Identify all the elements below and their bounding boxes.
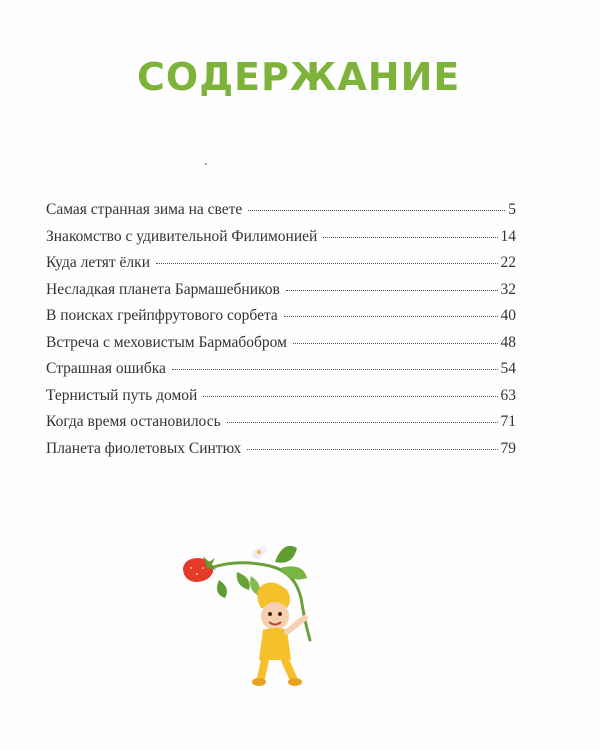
toc-entry[interactable] [46, 254, 516, 281]
toc-entry-title: Встреча с меховистым Бармабобром [46, 333, 287, 351]
toc-entry[interactable] [46, 201, 516, 228]
toc-entry[interactable] [46, 281, 516, 308]
toc-entry[interactable] [46, 440, 516, 467]
toc-entry-page: 54 [500, 360, 516, 377]
gnome-with-strawberry-icon [175, 528, 345, 698]
toc-entry[interactable] [46, 307, 516, 334]
dot-leader [323, 237, 497, 238]
toc-entry-page: 40 [500, 307, 516, 324]
toc-entry-page: 5 [508, 201, 516, 218]
dot-leader [247, 449, 497, 450]
dot-leader [203, 396, 497, 397]
toc-entry-title: Когда время остановилось [46, 413, 221, 430]
toc-entry-title: Куда летят ёлки [46, 254, 150, 271]
toc-entry-title: Знакомство с удивительной Филимонией [46, 227, 318, 245]
toc-entry[interactable] [46, 413, 516, 440]
toc-entry-page: 14 [500, 227, 516, 245]
toc-entry-page: 32 [500, 280, 516, 298]
page-title: СОДЕРЖАНИЕ [137, 55, 461, 99]
toc-entry-title: Страшная ошибка [46, 360, 166, 377]
dot-leader [172, 369, 498, 370]
toc-entry-title: Несладкая планета Бармашебников [46, 280, 280, 298]
toc-entry-page: 48 [500, 333, 516, 351]
print-speck [205, 163, 207, 165]
toc-entry-title: В поисках грейпфрутового сорбета [46, 307, 278, 324]
dot-leader [156, 263, 498, 264]
toc-entry[interactable] [46, 360, 516, 387]
table-of-contents [46, 201, 516, 466]
dot-leader [248, 210, 505, 211]
toc-entry-page: 22 [500, 254, 516, 271]
toc-entry-title: Тернистый путь домой [46, 386, 198, 404]
toc-entry-title: Планета фиолетовых Синтюх [46, 439, 242, 457]
toc-entry-page: 63 [500, 386, 516, 404]
dot-leader [286, 290, 498, 291]
toc-entry-title: Самая странная зима на свете [46, 201, 243, 218]
dot-leader [284, 316, 498, 317]
dot-leader [293, 343, 498, 344]
dot-leader [227, 422, 498, 423]
toc-entry-page: 71 [500, 413, 516, 430]
toc-entry[interactable] [46, 228, 516, 255]
toc-entry[interactable] [46, 387, 516, 414]
toc-entry[interactable] [46, 334, 516, 361]
toc-entry-page: 79 [500, 439, 516, 457]
